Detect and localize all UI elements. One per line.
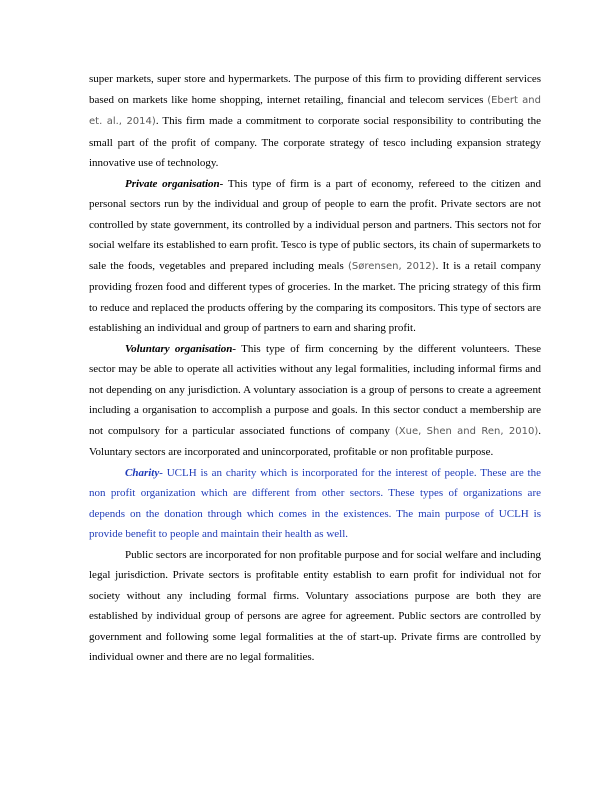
section-heading: Voluntary organisation- <box>125 342 237 355</box>
paragraph-text: . Voluntary sectors are incorporated and unincorporated, profitable or non profitable purpose. <box>89 424 541 458</box>
paragraph-private-organisation <box>89 174 541 339</box>
section-heading: Charity- <box>125 466 163 479</box>
paragraph-text: This type of firm is a part of economy, refereed to the citizen and personal sectors run by the individual and group of people to earn the profit. Private sectors are not controlled by state government, its controlled by a individual person and partners. This sectors not for social welfare its established to earn profit. Tesco is type of public sectors, its chain of supermarkets to sale the foods, vegetables and prepared including meals <box>89 177 541 272</box>
citation: (Ebert and et. al., 2014) <box>89 94 541 127</box>
paragraph-text: This type of firm concerning by the different volunteers. These sector may be able to operate all activities without any legal formalities, including informal firms and not depending on any jurisdiction. A voluntary association is a group of persons to create a agreement including a organisation to accomplish a purpose and goals. In this sector conduct a membership are not compulsory for a particular associated functions of company <box>89 342 541 437</box>
paragraph-text: super markets, super store and hypermarkets. The purpose of this firm to providing different services based on markets like home shopping, internet retailing, financial and telecom services <box>89 73 541 106</box>
citation: (Sørensen, 2012) <box>348 260 436 272</box>
paragraph-text: . It is a retail company providing frozen food and different types of groceries. In the market. The pricing strategy of this firm to reduce and replaced the products offering by the comparing its compositors. This type of sectors are establishing an individual and group of partners to earn and sharing profit. <box>89 259 541 334</box>
section-heading: Private organisation- <box>125 177 224 190</box>
paragraph-sector-comparison <box>89 545 541 668</box>
paragraph-charity <box>89 463 541 545</box>
paragraph-voluntary-organisation <box>89 339 541 463</box>
paragraph-text: . This firm made a commitment to corporate social responsibility to contributing the small part of the profit of company. The corporate strategy of tesco including expansion strategy innovative use of technology. <box>89 115 542 169</box>
paragraph-text: UCLH is an charity which is incorporated for the interest of people. These are the non profit organization which are different from other sectors. These types of organizations are depends on the donation through which comes in the existences. The main purpose of UCLH is provide benefit to people and maintain their health as well. <box>89 466 541 540</box>
paragraph-text: Public sectors are incorporated for non profitable purpose and for social welfare and including legal jurisdiction. Private sectors is profitable entity establish to earn profit for individual not for society without any including formal firms. Voluntary associations purpose are both they are established by individual group of persons are agree for agreement. Public sectors are controlled by government and following some legal formalities at the of start-up. Private firms are controlled by individual owner and there are no legal formalities. <box>89 548 541 663</box>
citation: (Xue, Shen and Ren, 2010) <box>394 425 539 437</box>
paragraph-tesco-overview <box>89 69 541 174</box>
